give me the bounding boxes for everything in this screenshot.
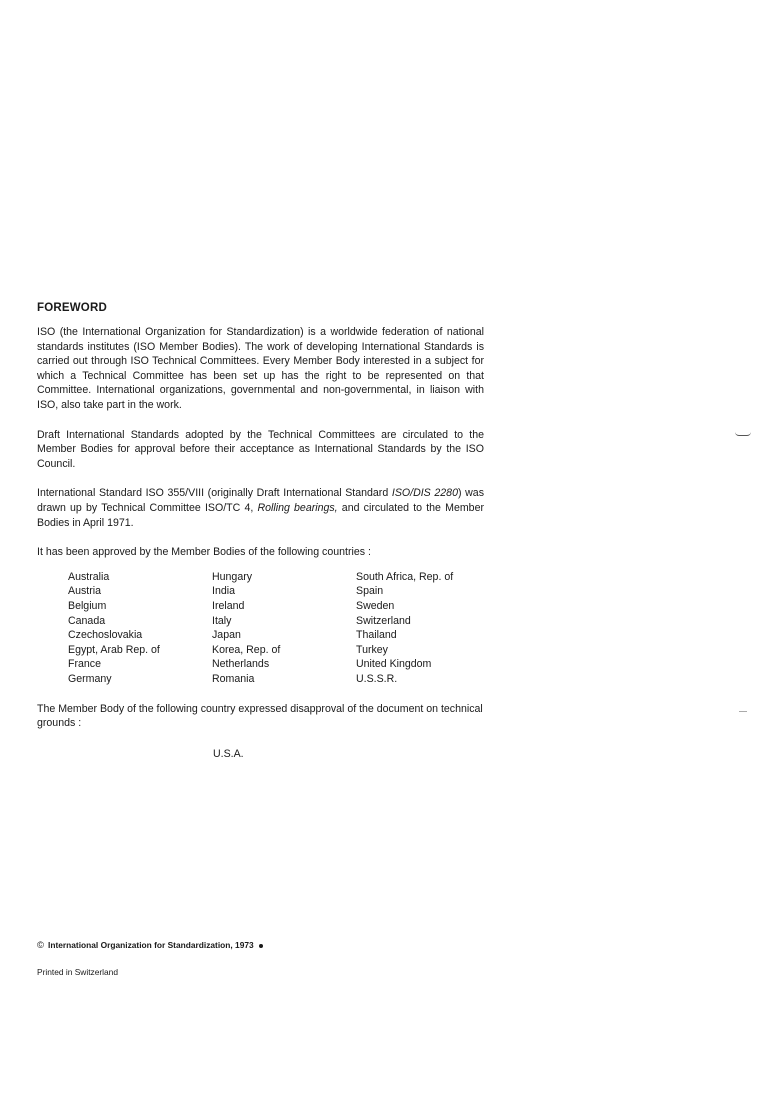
- standard-text-c: ) was drawn up by Technical Committee ISO/TC 4,: [37, 487, 484, 514]
- foreword-heading: FOREWORD: [37, 302, 107, 314]
- country-item: Japan: [212, 629, 241, 642]
- country-item: United Kingdom: [356, 658, 432, 671]
- country-item: Italy: [212, 614, 232, 627]
- country-item: Spain: [356, 585, 384, 598]
- standard-text-e: and circulated to the Member Bodies in April 1971.: [37, 501, 484, 529]
- countries-column-1: [68, 570, 160, 687]
- country-item: U.S.S.R.: [356, 672, 398, 685]
- copyright-icon: ©: [37, 940, 44, 951]
- country-item: India: [212, 585, 235, 598]
- countries-column-3: [356, 570, 453, 687]
- country-item: Australia: [68, 570, 110, 583]
- country-item: Sweden: [356, 599, 395, 612]
- country-item: Egypt, Arab Rep. of: [68, 643, 160, 656]
- foreword-paragraph-drafts: Draft International Standards adopted by the Technical Committees are circulated to the Member Bodies for approval before their acceptance as International Standards by the ISO Council.: [37, 428, 484, 470]
- disapproving-country: U.S.A.: [213, 747, 244, 760]
- country-item: Ireland: [212, 599, 245, 612]
- approved-intro: It has been approved by the Member Bodies of the following countries :: [37, 546, 371, 559]
- country-item: Hungary: [212, 570, 253, 583]
- country-item: Austria: [68, 585, 101, 598]
- country-item: Turkey: [356, 643, 388, 656]
- country-item: Korea, Rep. of: [212, 643, 281, 656]
- country-item: Germany: [68, 672, 112, 685]
- scan-mark-icon: [739, 711, 747, 712]
- country-item: Thailand: [356, 629, 397, 642]
- standard-text-dis: ISO/DIS 2280: [391, 487, 458, 500]
- country-item: Czechoslovakia: [68, 629, 143, 642]
- country-item: France: [68, 658, 101, 671]
- printed-in-line: Printed in Switzerland: [37, 967, 118, 977]
- country-item: Canada: [68, 614, 106, 627]
- country-item: Romania: [212, 672, 255, 685]
- copyright-text: International Organization for Standardization, 1973: [48, 940, 254, 950]
- page-footer: [37, 939, 457, 978]
- foreword-paragraph-standard: [37, 486, 484, 530]
- scan-mark-icon: [735, 432, 751, 436]
- standard-text-a: International Standard ISO 355/VIII (originally Draft International Standard: [37, 487, 392, 500]
- country-item: Netherlands: [212, 658, 270, 671]
- country-item: South Africa, Rep. of: [356, 570, 454, 583]
- foreword-paragraph-iso: ISO (the International Organization for Standardization) is a worldwide federation of national standards institutes (ISO Member Bodies). The work of developing International Standards is carried out through ISO Technical Committees. Every Member Body interested in a subject for which a Technical Committee has been set up has the right to be represented on that Committee. International organizations, governmental and non-governmental, in liaison with ISO, also take part in the work.: [37, 326, 484, 411]
- bullet-dot-icon: [259, 944, 263, 948]
- disapproval-intro: The Member Body of the following country expressed disapproval of the document on technical grounds :: [37, 702, 483, 730]
- country-item: Switzerland: [356, 614, 411, 627]
- countries-column-2: [212, 570, 280, 687]
- country-item: Belgium: [68, 599, 107, 612]
- standard-text-title: Rolling bearings,: [257, 501, 338, 514]
- foreword-section: [37, 301, 484, 762]
- approving-countries-list: [68, 570, 484, 688]
- copyright-line: [37, 939, 457, 952]
